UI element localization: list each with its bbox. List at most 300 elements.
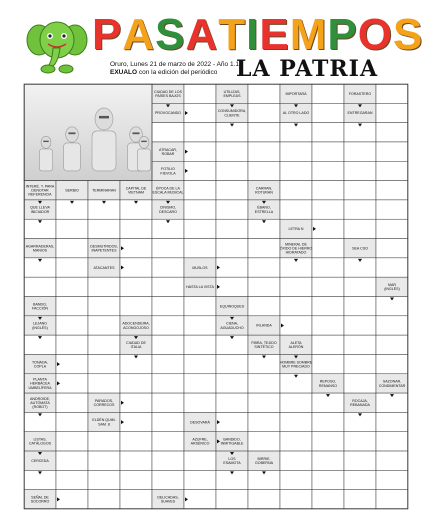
clue-line: CERCEDA bbox=[31, 458, 49, 463]
clue-line: CONDIMENTAR bbox=[378, 383, 406, 388]
answer-cell[interactable] bbox=[248, 239, 280, 258]
clue-line: CIUDAD DE LOS bbox=[154, 89, 182, 94]
clue-line: UTILIZAS, bbox=[223, 89, 241, 94]
answer-cell[interactable] bbox=[184, 239, 216, 258]
answer-cell[interactable] bbox=[184, 219, 216, 238]
answer-cell[interactable] bbox=[312, 412, 344, 431]
clue-line: (ROBOT) bbox=[32, 405, 48, 410]
robot-photo bbox=[24, 84, 152, 181]
answer-cell[interactable] bbox=[56, 316, 88, 335]
answer-cell[interactable] bbox=[376, 451, 408, 470]
clue-text bbox=[153, 185, 184, 194]
clue-line: PAÍSES BAJOS bbox=[155, 94, 181, 99]
answer-cell[interactable] bbox=[88, 490, 120, 509]
clue-line: UMBELÍFERA bbox=[28, 385, 52, 390]
clue-line: ITALIA bbox=[130, 345, 142, 350]
clue-line: FIBRA, TEJIDO bbox=[251, 340, 277, 345]
answer-cell[interactable] bbox=[376, 219, 408, 238]
answer-cell[interactable] bbox=[88, 335, 120, 354]
clue-text bbox=[122, 322, 149, 330]
answer-cell[interactable] bbox=[152, 354, 184, 373]
answer-cell[interactable] bbox=[376, 490, 408, 509]
clue-line: REPOSO, bbox=[319, 379, 337, 384]
clue-line: AZUFRE, bbox=[192, 437, 208, 442]
clue-line: TERMINARAN bbox=[92, 188, 116, 193]
answer-cell[interactable] bbox=[344, 354, 376, 373]
clue-line: INTERÉ. Y. PARA bbox=[25, 184, 55, 189]
answer-cell[interactable] bbox=[376, 181, 408, 200]
clue-line: FACCIÓN bbox=[32, 306, 48, 311]
title-letter: S bbox=[155, 10, 186, 59]
elephant-mascot-logo bbox=[26, 14, 88, 74]
answer-cell[interactable] bbox=[312, 103, 344, 122]
answer-cell[interactable] bbox=[152, 277, 184, 296]
answer-cell[interactable] bbox=[152, 123, 184, 142]
answer-cell[interactable] bbox=[24, 277, 56, 296]
clue-text bbox=[251, 341, 276, 349]
answer-cell[interactable] bbox=[248, 490, 280, 509]
clue-line: ALETA bbox=[290, 340, 302, 345]
answer-cell[interactable] bbox=[120, 412, 152, 431]
clue-text bbox=[255, 186, 273, 194]
clue-line: ESCALA MUSICAL bbox=[152, 190, 184, 195]
distribution-note bbox=[110, 69, 217, 77]
clue-line: AGUADUCHO bbox=[220, 325, 244, 330]
dateline: Oruro, Lunes 21 de marzo de 2022 - Año 1.1 bbox=[110, 61, 240, 68]
answer-cell[interactable] bbox=[216, 161, 248, 180]
answer-cell[interactable] bbox=[88, 297, 120, 316]
answer-cell[interactable] bbox=[248, 393, 280, 412]
clue-line: IRLANDA bbox=[256, 323, 272, 328]
answer-cell[interactable] bbox=[344, 432, 376, 451]
answer-cell[interactable] bbox=[184, 84, 216, 103]
clue-line: BANDO, bbox=[33, 302, 47, 307]
answer-cell[interactable] bbox=[88, 354, 120, 373]
clue-line: HIDRATADO bbox=[285, 250, 307, 255]
clue-line: (INGLÉS) bbox=[384, 287, 400, 292]
answer-cell[interactable] bbox=[184, 470, 216, 489]
clue-line: CINISMO, bbox=[159, 205, 177, 210]
answer-cell[interactable] bbox=[56, 297, 88, 316]
answer-cell[interactable] bbox=[120, 490, 152, 509]
answer-cell[interactable] bbox=[120, 451, 152, 470]
answer-cell[interactable] bbox=[376, 354, 408, 373]
clue-line: ESTRELLA bbox=[254, 209, 274, 214]
answer-cell[interactable] bbox=[344, 219, 376, 238]
clue-text bbox=[319, 380, 337, 388]
title-letter: O bbox=[357, 10, 394, 59]
clue-line: LISTAS, bbox=[33, 437, 47, 442]
answer-cell[interactable] bbox=[216, 490, 248, 509]
clue-line: INMITIGABLE bbox=[220, 441, 244, 446]
answer-cell[interactable] bbox=[184, 181, 216, 200]
clue-line: MINERAL DE bbox=[285, 242, 307, 247]
clue-text bbox=[30, 206, 50, 214]
answer-cell[interactable] bbox=[248, 142, 280, 161]
clue-line: VIETNAM bbox=[128, 190, 144, 195]
answer-cell[interactable] bbox=[216, 277, 248, 296]
answer-cell[interactable] bbox=[376, 335, 408, 354]
answer-cell[interactable] bbox=[152, 393, 184, 412]
answer-cell[interactable] bbox=[152, 432, 184, 451]
answer-cell[interactable] bbox=[120, 277, 152, 296]
answer-cell[interactable] bbox=[248, 258, 280, 277]
clue-text bbox=[190, 420, 210, 424]
answer-cell[interactable] bbox=[184, 142, 216, 161]
clue-text bbox=[280, 360, 313, 368]
answer-cell[interactable] bbox=[344, 297, 376, 316]
answer-cell[interactable] bbox=[280, 200, 312, 219]
answer-cell[interactable] bbox=[344, 451, 376, 470]
answer-cell[interactable] bbox=[376, 161, 408, 180]
clue-text bbox=[32, 322, 48, 330]
answer-cell[interactable] bbox=[120, 470, 152, 489]
answer-cell[interactable] bbox=[56, 277, 88, 296]
answer-cell[interactable] bbox=[120, 239, 152, 258]
clue-line: (INGLÉS) bbox=[32, 325, 48, 330]
answer-cell[interactable] bbox=[312, 142, 344, 161]
clue-line: AGARRADERAS, bbox=[25, 244, 55, 249]
clue-line: REFERENCIA bbox=[28, 192, 52, 197]
clue-line: HERBÁCEA bbox=[30, 381, 50, 386]
answer-cell[interactable] bbox=[280, 451, 312, 470]
clue-line: SEÑAL DE bbox=[31, 495, 49, 500]
answer-cell[interactable] bbox=[312, 181, 344, 200]
clue-text bbox=[30, 397, 50, 409]
answer-cell[interactable] bbox=[184, 354, 216, 373]
clue-text bbox=[159, 206, 177, 214]
answer-cell[interactable] bbox=[248, 374, 280, 393]
clue-text bbox=[31, 459, 49, 463]
clue-line: ALERÓN bbox=[288, 345, 304, 350]
clue-line: ELDÉN QUIM. bbox=[92, 418, 116, 423]
clue-line: FORASTERO bbox=[348, 91, 372, 96]
answer-cell[interactable] bbox=[312, 335, 344, 354]
answer-cell[interactable] bbox=[280, 277, 312, 296]
answer-cell[interactable] bbox=[120, 393, 152, 412]
title-letter: E bbox=[259, 10, 290, 59]
clue-text bbox=[126, 186, 147, 194]
answer-cell[interactable] bbox=[280, 432, 312, 451]
title-letter: M bbox=[289, 10, 328, 59]
answer-cell[interactable] bbox=[344, 316, 376, 335]
clue-line: ÉBANO, bbox=[257, 205, 271, 210]
answer-cell[interactable] bbox=[184, 297, 216, 316]
clue-text bbox=[289, 227, 304, 231]
answer-cell[interactable] bbox=[216, 181, 248, 200]
clue-line: ÉPOCA DE LA bbox=[156, 186, 180, 191]
clue-text bbox=[352, 246, 368, 250]
answer-cell[interactable] bbox=[248, 412, 280, 431]
answer-cell[interactable] bbox=[88, 432, 120, 451]
distribution-note-rest: con la edición del periódico bbox=[137, 69, 218, 76]
answer-cell[interactable] bbox=[152, 297, 184, 316]
clue-line: HOMBRE SOMBRE bbox=[279, 360, 313, 365]
answer-cell[interactable] bbox=[312, 277, 344, 296]
answer-cell[interactable] bbox=[248, 297, 280, 316]
answer-cell[interactable] bbox=[376, 316, 408, 335]
crossword-grid bbox=[24, 84, 408, 509]
clue-line: DESOVARÁ bbox=[190, 420, 210, 425]
clue-line: SEA CSO bbox=[352, 246, 368, 251]
answer-cell[interactable] bbox=[152, 239, 184, 258]
answer-cell[interactable] bbox=[344, 277, 376, 296]
clue-line: SINTÉTICO bbox=[254, 345, 274, 350]
answer-cell[interactable] bbox=[376, 239, 408, 258]
answer-cell[interactable] bbox=[248, 103, 280, 122]
answer-cell[interactable] bbox=[88, 277, 120, 296]
clue-text bbox=[159, 148, 177, 156]
clue-text bbox=[220, 304, 245, 308]
clue-line: SAZONAR, bbox=[382, 379, 402, 384]
clue-line: BIRRIE, bbox=[257, 456, 271, 461]
answer-cell[interactable] bbox=[56, 412, 88, 431]
clue-text bbox=[192, 266, 208, 270]
clue-line: LOS bbox=[228, 456, 236, 461]
answer-cell[interactable] bbox=[312, 123, 344, 142]
clue-line: CARRAN, bbox=[255, 186, 273, 191]
clue-line: ROCAJA, bbox=[352, 398, 368, 403]
clue-line: DELICADAS, bbox=[157, 495, 179, 500]
answer-cell[interactable] bbox=[152, 451, 184, 470]
answer-cell[interactable] bbox=[88, 316, 120, 335]
answer-cell[interactable] bbox=[184, 123, 216, 142]
answer-cell[interactable] bbox=[120, 219, 152, 238]
answer-cell[interactable] bbox=[376, 432, 408, 451]
clue-line: CATÁLOGOS bbox=[28, 441, 52, 446]
answer-cell[interactable] bbox=[312, 432, 344, 451]
answer-cell[interactable] bbox=[312, 297, 344, 316]
answer-cell[interactable] bbox=[56, 470, 88, 489]
title-letter: I bbox=[246, 10, 260, 59]
answer-cell[interactable] bbox=[56, 374, 88, 393]
answer-cell[interactable] bbox=[184, 316, 216, 335]
clue-line: ESAMOTA bbox=[223, 461, 241, 466]
answer-cell[interactable] bbox=[120, 258, 152, 277]
answer-cell[interactable] bbox=[344, 490, 376, 509]
answer-cell[interactable] bbox=[312, 451, 344, 470]
clue-line: CAPITAL DE bbox=[125, 186, 147, 191]
clue-line: IMPORTARÁ bbox=[285, 91, 307, 96]
clue-line: MAR bbox=[388, 283, 396, 288]
clue-line: TONADA, bbox=[32, 360, 48, 365]
clue-line: ADOCENDEIRA, bbox=[122, 321, 150, 326]
clue-text bbox=[283, 111, 310, 115]
title-letter: A bbox=[122, 10, 156, 59]
clue-text bbox=[32, 302, 48, 310]
answer-cell[interactable] bbox=[88, 451, 120, 470]
answer-cell[interactable] bbox=[280, 393, 312, 412]
answer-cell[interactable] bbox=[120, 297, 152, 316]
title-letter: A bbox=[185, 10, 219, 59]
answer-cell[interactable] bbox=[280, 316, 312, 335]
clue-text bbox=[186, 285, 214, 289]
clue-line: CLIENTE bbox=[224, 113, 240, 118]
answer-cell[interactable] bbox=[184, 490, 216, 509]
answer-cell[interactable] bbox=[344, 161, 376, 180]
answer-cell[interactable] bbox=[280, 297, 312, 316]
answer-cell[interactable] bbox=[344, 374, 376, 393]
answer-cell[interactable] bbox=[152, 335, 184, 354]
answer-cell[interactable] bbox=[88, 470, 120, 489]
clue-text bbox=[92, 189, 116, 193]
clue-text bbox=[93, 266, 115, 270]
clue-line: EMPLEAS bbox=[223, 94, 241, 99]
answer-cell[interactable] bbox=[344, 181, 376, 200]
clue-line: EQUINOQUES bbox=[219, 304, 245, 309]
answer-cell[interactable] bbox=[344, 335, 376, 354]
answer-cell[interactable] bbox=[88, 374, 120, 393]
answer-cell[interactable] bbox=[280, 490, 312, 509]
answer-cell[interactable] bbox=[280, 142, 312, 161]
clue-line: CIUDAD DE bbox=[126, 340, 146, 345]
answer-cell[interactable] bbox=[184, 161, 216, 180]
answer-cell[interactable] bbox=[216, 200, 248, 219]
clue-text bbox=[154, 90, 183, 98]
clue-line: QUE LLEVA bbox=[30, 205, 50, 210]
answer-cell[interactable] bbox=[344, 200, 376, 219]
pasatiempos-title bbox=[92, 10, 423, 60]
clue-line: MUY PRECIADO bbox=[282, 364, 310, 369]
answer-cell[interactable] bbox=[216, 374, 248, 393]
answer-cell[interactable] bbox=[248, 432, 280, 451]
answer-cell[interactable] bbox=[280, 412, 312, 431]
clue-text bbox=[256, 324, 272, 328]
title-letter: T bbox=[218, 10, 247, 59]
clue-line: PARADOS, bbox=[94, 398, 114, 403]
answer-cell[interactable] bbox=[152, 316, 184, 335]
answer-cell[interactable] bbox=[184, 374, 216, 393]
clue-line: ACONGOJOSO bbox=[123, 325, 149, 330]
clue-line: AL OTRO LADO bbox=[282, 111, 310, 116]
answer-cell[interactable] bbox=[248, 161, 280, 180]
clue-line: ATACANTES bbox=[93, 265, 115, 270]
answer-cell[interactable] bbox=[376, 103, 408, 122]
answer-cell[interactable] bbox=[216, 354, 248, 373]
clue-text bbox=[31, 495, 50, 504]
answer-cell[interactable] bbox=[184, 393, 216, 412]
clue-text bbox=[94, 399, 115, 407]
answer-cell[interactable] bbox=[216, 258, 248, 277]
clue-line: ARSÉNICO bbox=[190, 441, 210, 446]
clue-line: ANDROIDE, bbox=[30, 396, 50, 401]
answer-cell[interactable] bbox=[152, 412, 184, 431]
clue-text bbox=[350, 399, 370, 407]
answer-cell[interactable] bbox=[184, 335, 216, 354]
newspaper-name: LA PATRIA bbox=[236, 56, 379, 82]
answer-cell[interactable] bbox=[312, 239, 344, 258]
clue-line: CORRECOS bbox=[93, 403, 115, 408]
clue-line: ROBAR bbox=[161, 151, 175, 156]
clue-line: FOTILIO bbox=[161, 167, 175, 172]
clue-line: CIENA, bbox=[226, 321, 238, 326]
answer-cell[interactable] bbox=[312, 161, 344, 180]
answer-cell[interactable] bbox=[56, 219, 88, 238]
answer-cell[interactable] bbox=[88, 219, 120, 238]
answer-cell[interactable] bbox=[344, 470, 376, 489]
answer-cell[interactable] bbox=[376, 142, 408, 161]
clue-text bbox=[65, 189, 79, 193]
answer-cell[interactable] bbox=[312, 354, 344, 373]
answer-cell[interactable] bbox=[152, 470, 184, 489]
clue-text bbox=[191, 438, 210, 446]
answer-cell[interactable] bbox=[184, 451, 216, 470]
answer-cell[interactable] bbox=[312, 258, 344, 277]
answer-cell[interactable] bbox=[184, 103, 216, 122]
title-letter: P bbox=[92, 10, 123, 59]
clue-text bbox=[224, 90, 242, 98]
answer-cell[interactable] bbox=[312, 200, 344, 219]
answer-cell[interactable] bbox=[184, 200, 216, 219]
clue-text bbox=[285, 92, 307, 96]
answer-cell[interactable] bbox=[56, 335, 88, 354]
title-letter: P bbox=[327, 10, 358, 59]
answer-cell[interactable] bbox=[344, 142, 376, 161]
answer-cell[interactable] bbox=[248, 84, 280, 103]
answer-cell[interactable] bbox=[376, 412, 408, 431]
clue-line: DESMUTRIDOS, bbox=[90, 244, 118, 249]
clue-line: ROTURAN bbox=[255, 190, 273, 195]
answer-cell[interactable] bbox=[312, 84, 344, 103]
answer-cell[interactable] bbox=[152, 258, 184, 277]
answer-cell[interactable] bbox=[56, 451, 88, 470]
clue-text bbox=[349, 92, 372, 96]
answer-cell[interactable] bbox=[56, 432, 88, 451]
answer-cell[interactable] bbox=[376, 470, 408, 489]
answer-cell[interactable] bbox=[376, 123, 408, 142]
answer-cell[interactable] bbox=[120, 374, 152, 393]
answer-cell[interactable] bbox=[312, 219, 344, 238]
answer-cell[interactable] bbox=[216, 412, 248, 431]
clue-line: SOCORRO bbox=[30, 499, 50, 504]
answer-cell[interactable] bbox=[280, 181, 312, 200]
answer-cell[interactable] bbox=[152, 374, 184, 393]
answer-cell[interactable] bbox=[56, 258, 88, 277]
answer-cell[interactable] bbox=[376, 258, 408, 277]
answer-cell[interactable] bbox=[376, 84, 408, 103]
answer-cell[interactable] bbox=[312, 470, 344, 489]
clue-line: REMANSO bbox=[318, 383, 338, 388]
answer-cell[interactable] bbox=[280, 470, 312, 489]
clue-text bbox=[221, 438, 244, 446]
answer-cell[interactable] bbox=[216, 142, 248, 161]
answer-cell[interactable] bbox=[248, 277, 280, 296]
distribution-note-bold: EXUALO bbox=[110, 69, 138, 76]
title-letter: S bbox=[393, 10, 423, 59]
answer-cell[interactable] bbox=[216, 239, 248, 258]
clue-line: INAPETENTES bbox=[91, 248, 117, 253]
answer-cell[interactable] bbox=[376, 200, 408, 219]
clue-line: LEJANO bbox=[33, 321, 47, 326]
answer-cell[interactable] bbox=[280, 161, 312, 180]
answer-cell[interactable] bbox=[56, 393, 88, 412]
answer-cell[interactable] bbox=[216, 393, 248, 412]
answer-cell[interactable] bbox=[56, 354, 88, 373]
answer-cell[interactable] bbox=[248, 123, 280, 142]
clue-line: LETRA N bbox=[288, 227, 304, 232]
answer-cell[interactable] bbox=[120, 432, 152, 451]
answer-cell[interactable] bbox=[56, 239, 88, 258]
clue-line: ÓXIDO DE HIERRO bbox=[279, 246, 313, 251]
answer-cell[interactable] bbox=[312, 490, 344, 509]
clue-line: DESCARO bbox=[159, 209, 177, 214]
clue-line: GOBERNA bbox=[255, 461, 273, 466]
clue-line: MUSLOS bbox=[192, 265, 208, 270]
answer-cell[interactable] bbox=[312, 316, 344, 335]
answer-cell[interactable] bbox=[216, 219, 248, 238]
answer-cell[interactable] bbox=[56, 490, 88, 509]
clue-line: CONSUMIDORA, bbox=[217, 109, 247, 114]
